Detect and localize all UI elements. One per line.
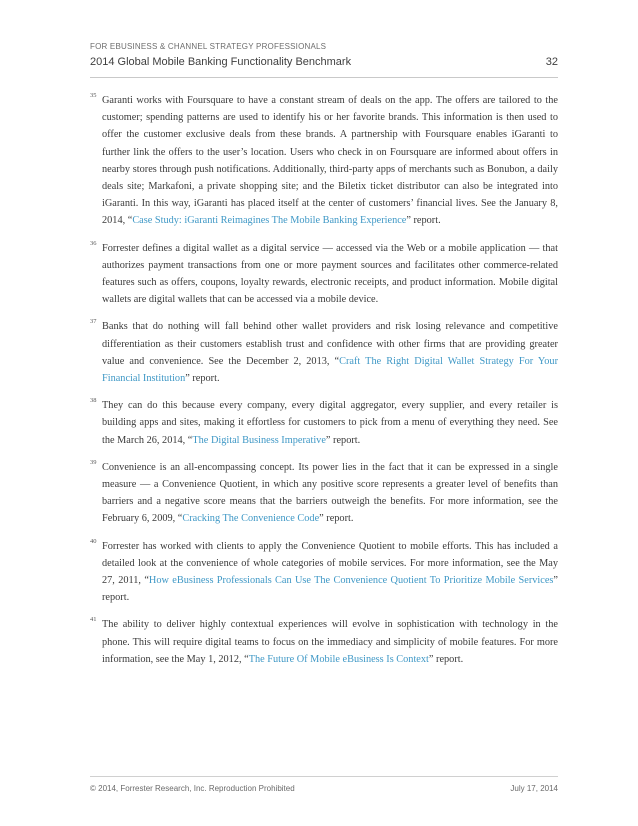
endnote-41: [90, 616, 558, 668]
endnote-text-end: ” report.: [325, 434, 361, 446]
endnote-text-end: ” report.: [185, 373, 220, 385]
endnote-report-link[interactable]: Craft The Right Digital Wallet Strategy For Your Financial Institution: [102, 355, 559, 385]
footer-date: July 17, 2014: [510, 784, 558, 793]
footer-copyright: © 2014, Forrester Research, Inc. Reproduction Prohibited: [90, 784, 295, 793]
endnote-report-link[interactable]: The Digital Business Imperative: [192, 434, 326, 446]
endnote-number: 40: [90, 537, 97, 545]
endnote-number: 37: [90, 318, 97, 326]
endnote-text: Convenience is an all-encompassing concept. Its power lies in the fact that it can be expressed in a single measure — a Convenience Quotient, in which any positive score represents a greater level of benefits than barriers and a negative score means that the barriers outweigh the benefits. For more information, see the February 6, 2009, “: [102, 461, 558, 525]
endnote-text-end: ” report.: [406, 215, 441, 227]
endnote-38: [90, 397, 558, 449]
endnote-text: Banks that do nothing will fall behind other wallet providers and risk losing relevance and competitive differentiation as their customers establish trust and confidence with other firms that are providing greater value and convenience. See the December 2, 2013, “: [102, 321, 558, 367]
endnote-report-link[interactable]: Cracking The Convenience Code: [182, 513, 320, 525]
endnote-text-end: ” report.: [428, 653, 464, 665]
header-title: 2014 Global Mobile Banking Functionality Benchmark: [90, 56, 352, 68]
endnote-40: [90, 538, 558, 607]
page-number: 32: [545, 56, 558, 68]
header-divider: [90, 77, 558, 78]
endnote-text: The ability to deliver highly contextual experiences will evolve in sophistication with technology in the phone. This will require digital teams to focus on the immediacy and simplicity of mobile features. For more information, see the May 1, 2012, “: [102, 619, 558, 665]
endnote-37: [90, 318, 558, 387]
endnotes-list: [90, 92, 558, 678]
endnote-report-link[interactable]: Case Study: iGaranti Reimagines The Mobile Banking Experience: [132, 215, 407, 227]
endnote-text: They can do this because every company, every digital aggregator, every supplier, and every retailer is building apps and sites, making it effortless for customers to pick from a menu of everything they need. See the March 26, 2014, “: [102, 400, 558, 446]
endnote-number: 38: [90, 397, 97, 405]
endnote-text-end: ” report.: [319, 513, 354, 525]
endnote-35: [90, 92, 558, 230]
endnote-text: Forrester has worked with clients to apply the Convenience Quotient to mobile efforts. This has included a detailed look at the convenience of whole categories of mobile services. For more information, see the May 27, 2011, “: [102, 540, 558, 587]
endnote-report-link[interactable]: The Future Of Mobile eBusiness Is Context: [248, 653, 429, 665]
endnote-number: 41: [90, 616, 97, 624]
endnote-number: 35: [90, 92, 97, 99]
footer-divider: [90, 776, 558, 777]
endnote-number: 36: [90, 239, 97, 247]
endnote-text: Garanti works with Foursquare to have a constant stream of deals on the app. The offers are tailored to the customer; spending patterns are used to identify his or her favorite brands. This information is then used to offer the customer exclusive deals from these brands. A partnership with Foursquare enables iGaranti to further link the offers to the user’s location. Users who check in on Foursquare are informed about offers in nearby stores through push notifications. Additionally, third-party apps of merchants such as Bonubon, a daily deals site; Markafoni, a private shopping site; and the Biletix ticket distributor can also be integrated into iGaranti. In this way, iGaranti has placed itself at the center of customers’ financial lives. See the January 8, 2014, “: [102, 95, 558, 227]
endnote-36: [90, 240, 558, 309]
endnote-text: Forrester defines a digital wallet as a digital service — accessed via the Web or a mobile application — that authorizes payment transactions from one or more payment sources and facilitates other commerce-related features such as offers, coupons, loyalty rewards, electronic receipts, and product information. Mobile digital wallets are digital wallets that can be accessed via a mobile device.: [102, 242, 558, 306]
endnote-report-link[interactable]: How eBusiness Professionals Can Use The Convenience Quotient To Prioritize Mobile Services: [148, 575, 554, 587]
endnote-text-end: ” report.: [102, 575, 558, 604]
header-kicker: FOR EBUSINESS & CHANNEL STRATEGY PROFESSIONALS: [90, 42, 327, 51]
endnote-number: 39: [90, 458, 97, 466]
endnote-39: [90, 459, 558, 528]
